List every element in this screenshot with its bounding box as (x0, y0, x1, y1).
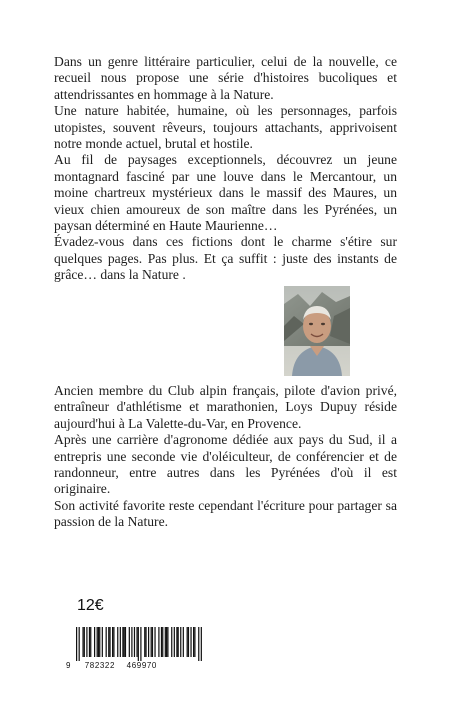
barcode-bar (187, 627, 188, 657)
barcode-bar (138, 627, 139, 661)
isbn-digits (66, 661, 206, 670)
barcode-bar (76, 627, 77, 661)
barcode-bar (178, 627, 179, 657)
barcode-bar (94, 627, 95, 657)
barcode-bar (183, 627, 184, 657)
barcode-bar (174, 627, 175, 657)
barcode-bar (144, 627, 145, 657)
barcode-bar (161, 627, 162, 657)
barcode-bar (124, 627, 125, 657)
barcode-bar (176, 627, 177, 657)
biography-paragraph: Après une carrière d'agronome dédiée aux pays du Sud, il a entrepris une seconde vie d'oléiculteur, de conférencier et de randonneur, entre autres dans les Pyrénées d'où il est originaire. (54, 432, 397, 497)
isbn-digit-group-1: 782322 (84, 661, 116, 670)
barcode-bar (122, 627, 123, 657)
barcode-bar (125, 627, 126, 657)
barcode-bar (109, 627, 110, 657)
barcode-bar (99, 627, 100, 657)
barcode-bar (120, 627, 121, 657)
barcode-bar (158, 627, 159, 657)
barcode-bar (151, 627, 152, 657)
barcode-bar (162, 627, 163, 657)
barcode-bar (98, 627, 99, 657)
barcode-bar (108, 627, 109, 657)
barcode-bar (171, 627, 172, 657)
barcode-bar (166, 627, 167, 657)
barcode-bar (106, 627, 107, 657)
barcode-bar (167, 627, 168, 657)
barcode-bar (84, 627, 85, 657)
barcode-bar (190, 627, 191, 657)
author-photo (284, 286, 350, 376)
isbn-barcode (76, 627, 202, 661)
barcode-bar (194, 627, 195, 657)
barcode-bar (86, 627, 87, 657)
synopsis-paragraph: Dans un genre littéraire particulier, celui de la nouvelle, ce recueil nous propose une série d'histoires bucoliques et attendrissantes en hommage à la Nature. (54, 54, 397, 102)
barcode-bar (193, 627, 194, 657)
author-portrait-illustration (284, 286, 350, 376)
barcode-bar (112, 627, 113, 657)
barcode-bar (136, 627, 137, 657)
barcode-bar (148, 627, 149, 657)
barcode-bar (201, 627, 202, 661)
barcode-bar (180, 627, 181, 657)
synopsis-paragraph: Évadez-vous dans ces fictions dont le charme s'étire sur quelques pages. Pas plus. Et ça suffit : juste des instants de grâce… dans la Nature . (54, 234, 397, 283)
isbn-digit-first: 9 (66, 661, 72, 670)
barcode-bar (131, 627, 132, 657)
synopsis-paragraph: Au fil de paysages exceptionnels, découvrez un jeune montagnard fasciné par une louve dans le Mercantour, un moine chartreux mystérieux dans le massif des Maures, un vieux chien amoureux de son maître dans les Pyrénées, un paysan déterminé en Haute Maurienne… (54, 152, 397, 234)
barcode-bar (154, 627, 155, 657)
barcode-bars (76, 627, 202, 661)
barcode-bar (129, 627, 130, 657)
barcode-bar (97, 627, 98, 657)
barcode-bar (79, 627, 80, 661)
author-biography (54, 383, 397, 531)
barcode-bar (165, 627, 166, 657)
barcode-bar (117, 627, 118, 657)
barcode-bar (134, 627, 135, 657)
biography-paragraph: Ancien membre du Club alpin français, pilote d'avion privé, entraîneur d'athlétisme et marathonien, Loys Dupuy réside aujourd'hui à La Valette-du-Var, en Provence. (54, 383, 397, 431)
isbn-digit-group-2: 469970 (126, 661, 157, 670)
barcode-bar (198, 627, 199, 661)
barcode-bar (113, 627, 114, 657)
barcode-bar (90, 627, 91, 657)
barcode-bar (152, 627, 153, 657)
barcode-bar (82, 627, 83, 657)
barcode-bar (188, 627, 189, 657)
barcode-bar (145, 627, 146, 657)
barcode-bar (102, 627, 103, 657)
barcode-bar (89, 627, 90, 657)
biography-paragraph: Son activité favorite reste cependant l'écriture pour partager sa passion de la Nature. (54, 497, 397, 530)
back-cover-synopsis (54, 54, 397, 284)
price-label: 12€ (77, 597, 104, 614)
synopsis-paragraph: Une nature habitée, humaine, où les personnages, parfois utopistes, souvent rêveurs, toujours attachants, apprivoisent notre monde actuel, brutal et hostile. (54, 103, 397, 152)
barcode-bar (140, 627, 141, 661)
